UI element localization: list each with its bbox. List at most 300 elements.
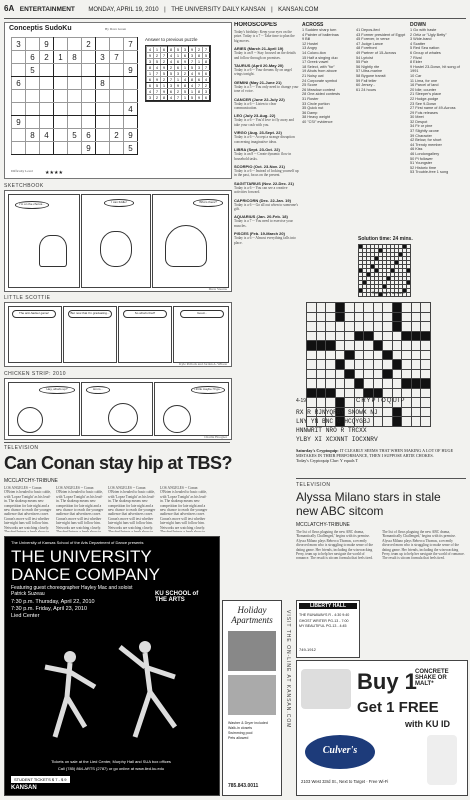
sudoku-cell[interactable]: [96, 142, 110, 155]
sudoku-cell[interactable]: [40, 103, 54, 116]
sudoku-cell[interactable]: 8: [26, 129, 40, 142]
crossword-cell[interactable]: [411, 341, 421, 351]
crossword-cell[interactable]: [392, 360, 402, 370]
sudoku-cell[interactable]: [26, 116, 40, 129]
sketchbook-label: SKETCHBOOK: [4, 183, 44, 189]
sudoku-cell[interactable]: [54, 38, 68, 51]
across-clue: 60 Jersey -: [356, 83, 375, 88]
answer-cell: 9: [161, 65, 168, 71]
conan-body-col3: LOS ANGELES -- Conan O'Brien is headed to basic cable, with 'Lopez Tonight' as his lead-in. The shakeup means new competition for late night and a new chance to reach the younger audience that advertisers crave. Conan's move will test whether late-night fans will follow him. Networks are watching closely.: [108, 486, 156, 530]
answer-cell: 4: [147, 89, 154, 95]
scottie-panel-4: [173, 306, 229, 363]
sudoku-cell[interactable]: [110, 38, 124, 51]
down-clue: 8 Elder: [410, 60, 423, 65]
sudoku-cell[interactable]: 9: [40, 38, 54, 51]
crossword-cell[interactable]: [354, 360, 364, 370]
crossword-cell[interactable]: [411, 388, 421, 398]
crossword-cell[interactable]: [316, 379, 326, 389]
crossword-cell[interactable]: [364, 388, 374, 398]
down-clue: 10 Car: [410, 73, 422, 78]
sudoku-cell[interactable]: [110, 103, 124, 116]
across-clue: 12 Hostel: [302, 41, 319, 46]
crossword-cell[interactable]: [345, 379, 355, 389]
crossword-cell[interactable]: [402, 322, 412, 332]
crossword-cell[interactable]: [402, 388, 412, 398]
sudoku-cell[interactable]: [54, 129, 68, 142]
crossword-cell[interactable]: [345, 303, 355, 313]
crossword-cell[interactable]: [307, 388, 317, 398]
crossword-cell[interactable]: [402, 312, 412, 322]
sudoku-cell[interactable]: 7: [110, 51, 124, 64]
answer-cell: 7: [168, 77, 175, 83]
crossword-cell[interactable]: [307, 303, 317, 313]
sudoku-cell[interactable]: [82, 64, 96, 77]
crossword-cell[interactable]: [364, 360, 374, 370]
crossword-cell[interactable]: [402, 360, 412, 370]
crossword-cell[interactable]: [392, 341, 402, 351]
rule: [4, 442, 230, 443]
cryptoquip-date: 4-19: [296, 398, 307, 404]
crossword-cell[interactable]: [345, 369, 355, 379]
crossword-cell[interactable]: [411, 360, 421, 370]
answer-cell: 9: [175, 83, 182, 89]
crossword-cell[interactable]: [316, 360, 326, 370]
crossword-cell[interactable]: [373, 312, 383, 322]
crossword-cell[interactable]: [316, 322, 326, 332]
horoscope-text: Today is a 5 -- You only need to change your tone of voice.: [234, 84, 299, 94]
across-clue: 61 24 hours: [356, 87, 377, 92]
chicken-panel-3: [154, 382, 229, 436]
sudoku-cell[interactable]: 3: [96, 51, 110, 64]
sudoku-cell[interactable]: [12, 51, 26, 64]
sudoku-cell[interactable]: 9: [12, 116, 26, 129]
crossword-cell[interactable]: [326, 341, 336, 351]
cryptoquip-clue: Today's Cryptoquip Clue: Y equals T: [296, 458, 359, 463]
dance-ad-student: STUDENT TICKETS $ 7 - $ 9: [11, 776, 70, 783]
across-clue: 36 Damp: [302, 110, 318, 115]
sudoku-cell[interactable]: 8: [96, 77, 110, 90]
sudoku-cell[interactable]: [96, 38, 110, 51]
crossword-cell[interactable]: [364, 350, 374, 360]
sudoku-cell[interactable]: [26, 77, 40, 90]
crossword-cell[interactable]: [335, 322, 345, 332]
crossword-cell[interactable]: [373, 388, 383, 398]
crossword-cell[interactable]: [421, 341, 431, 351]
across-clue: 9 Bill: [302, 37, 311, 42]
sudoku-cell[interactable]: 5: [124, 142, 138, 155]
crossword-cell[interactable]: [411, 322, 421, 332]
crossword-cell[interactable]: [421, 388, 431, 398]
dance-ad-title2: DANCE COMPANY: [11, 565, 160, 584]
crossword-cell[interactable]: [392, 331, 402, 341]
sudoku-cell[interactable]: 5: [68, 129, 82, 142]
crossword-cell[interactable]: [326, 303, 336, 313]
across-clue: 43 Former president of Egypt: [356, 32, 406, 37]
answer-cell: 9: [196, 71, 203, 77]
crossword-cell[interactable]: [402, 369, 412, 379]
crossword-cell[interactable]: [383, 341, 393, 351]
down-clue: 53 Trouble-free 1 song: [410, 170, 449, 175]
crossword-cell[interactable]: [373, 360, 383, 370]
crossword-cell[interactable]: [364, 331, 374, 341]
sudoku-cell[interactable]: [82, 103, 96, 116]
sudoku-cell[interactable]: [54, 116, 68, 129]
crossword-cell[interactable]: [354, 331, 364, 341]
down-clue: 39 Character: [410, 133, 432, 138]
sudoku-cell[interactable]: 6: [82, 129, 96, 142]
answer-cell: 6: [196, 77, 203, 83]
crossword-cell[interactable]: [307, 331, 317, 341]
solution-time: Solution time: 24 mins.: [358, 236, 413, 242]
sudoku-cell[interactable]: 2: [40, 51, 54, 64]
crossword-cell[interactable]: [307, 369, 317, 379]
crossword-cell[interactable]: [307, 379, 317, 389]
answer-cell: 4: [189, 71, 196, 77]
crossword-cell[interactable]: [411, 369, 421, 379]
crossword-cell[interactable]: [326, 331, 336, 341]
sudoku-cell[interactable]: 1: [54, 51, 68, 64]
crossword-cell[interactable]: [354, 388, 364, 398]
crossword-cell[interactable]: [326, 350, 336, 360]
crossword-cell[interactable]: [421, 303, 431, 313]
sudoku-cell[interactable]: [68, 103, 82, 116]
sudoku-cell[interactable]: 8: [68, 51, 82, 64]
crossword-cell[interactable]: [364, 303, 374, 313]
sketch-panel-3: [152, 194, 229, 288]
crossword-cell[interactable]: [373, 379, 383, 389]
conan-byline: MCCLATCHY-TRIBUNE: [4, 478, 58, 484]
across-clue: 45 Forever, in verse: [356, 37, 390, 42]
horoscope-title: HOROSCOPES: [234, 22, 278, 28]
horoscope-intro: Today's birthday: Keep your eyes on the prize. Today is a 7 -- Take time to plan the big moves.: [234, 30, 295, 43]
down-clue: 7 Rival: [410, 55, 422, 60]
crossword-cell[interactable]: [335, 341, 345, 351]
answer-cell: 5: [203, 53, 210, 59]
holiday-apartments-ad[interactable]: [222, 600, 282, 796]
crossword-cell[interactable]: [316, 303, 326, 313]
crossword-cell[interactable]: [326, 312, 336, 322]
sudoku-cell[interactable]: [26, 142, 40, 155]
crossword-cell[interactable]: [383, 331, 393, 341]
answer-cell: 1: [175, 53, 182, 59]
crossword-cell[interactable]: [402, 350, 412, 360]
culvers-address: 2103 West 33rd St., Next to Target · Free Wi-Fi: [301, 779, 389, 784]
crossword-cell[interactable]: [421, 379, 431, 389]
answer-cell: 9: [182, 59, 189, 65]
sudoku-cell[interactable]: [54, 77, 68, 90]
answer-cell: 4: [189, 83, 196, 89]
horoscope-text: Today is a 6 -- Accept a strange disruption concerning imaginative ideas.: [234, 135, 295, 144]
horoscope-sign: ARIES (March 21-April 19): [234, 46, 284, 52]
crossword-cell[interactable]: [421, 350, 431, 360]
crossword-cell[interactable]: [354, 322, 364, 332]
crossword-cell[interactable]: [383, 360, 393, 370]
across-clue: 1 Sudden sharp turn: [302, 28, 337, 32]
liberty-hall-ad[interactable]: [296, 600, 360, 658]
crossword-cell[interactable]: [383, 369, 393, 379]
sudoku-cell[interactable]: [26, 38, 40, 51]
crossword-cell[interactable]: [411, 312, 421, 322]
crossword-cell[interactable]: [402, 303, 412, 313]
crossword-cell[interactable]: [335, 379, 345, 389]
sudoku-cell[interactable]: [54, 90, 68, 103]
sudoku-cell[interactable]: 6: [12, 77, 26, 90]
sudoku-cell[interactable]: [68, 77, 82, 90]
sudoku-cell[interactable]: [96, 129, 110, 142]
crossword-cell[interactable]: [402, 331, 412, 341]
crossword-cell[interactable]: [392, 388, 402, 398]
crossword-cell[interactable]: [383, 379, 393, 389]
sudoku-cell[interactable]: [124, 90, 138, 103]
crossword-cell[interactable]: [392, 303, 402, 313]
crossword-cell[interactable]: [335, 350, 345, 360]
across-clue: 55 Pair: [356, 60, 369, 65]
crossword-cell[interactable]: [335, 360, 345, 370]
sudoku-cell[interactable]: [54, 142, 68, 155]
sudoku-cell[interactable]: [40, 116, 54, 129]
crossword-cell[interactable]: [364, 379, 374, 389]
horoscope-sign: VIRGO (Aug. 23-Sept. 22): [234, 130, 282, 136]
crossword-cell[interactable]: [364, 322, 374, 332]
crossword-cell[interactable]: [364, 341, 374, 351]
crossword-cell[interactable]: [345, 388, 355, 398]
sudoku-cell[interactable]: [124, 116, 138, 129]
crossword-cell[interactable]: [326, 388, 336, 398]
answer-cell: 9: [154, 77, 161, 83]
crossword-cell[interactable]: [335, 303, 345, 313]
crossword-cell[interactable]: [326, 360, 336, 370]
sudoku-cell[interactable]: [96, 116, 110, 129]
crossword-cell[interactable]: [373, 369, 383, 379]
sudoku-cell[interactable]: [26, 103, 40, 116]
crossword-cell[interactable]: [383, 303, 393, 313]
sudoku-cell[interactable]: [110, 77, 124, 90]
crossword-cell[interactable]: [373, 341, 383, 351]
sudoku-cell[interactable]: [40, 64, 54, 77]
answer-cell: 9: [189, 47, 196, 53]
crossword-cell[interactable]: [354, 379, 364, 389]
crossword-cell[interactable]: [354, 303, 364, 313]
sudoku-cell[interactable]: [54, 64, 68, 77]
crossword-cell[interactable]: [421, 369, 431, 379]
crossword-cell[interactable]: [392, 379, 402, 389]
answer-cell: 1: [196, 59, 203, 65]
crossword-cell[interactable]: [345, 331, 355, 341]
milano-headline: Alyssa Milano stars in stale new ABC sitcom: [296, 490, 441, 518]
sudoku-cell[interactable]: [12, 142, 26, 155]
sudoku-cell[interactable]: [12, 64, 26, 77]
crossword-cell[interactable]: [383, 388, 393, 398]
crossword-cell[interactable]: [345, 360, 355, 370]
sudoku-cell[interactable]: [96, 64, 110, 77]
answer-cell: 5: [154, 83, 161, 89]
sudoku-cell[interactable]: [110, 64, 124, 77]
across-title: ACROSS: [302, 22, 324, 28]
crossword-cell[interactable]: [326, 379, 336, 389]
apartment-photo: [228, 631, 276, 671]
dance-ad[interactable]: [4, 536, 220, 796]
sudoku-cell[interactable]: 5: [26, 64, 40, 77]
sudoku-cell[interactable]: [40, 77, 54, 90]
crossword-cell[interactable]: [345, 322, 355, 332]
sudoku-cell[interactable]: [68, 142, 82, 155]
crossword-cell[interactable]: [383, 312, 393, 322]
conan-body-col1: LOS ANGELES -- Conan O'Brien is headed to basic cable, with 'Lopez Tonight' as his lead-in. The shakeup means new competition for late night and a new chance to reach the younger audience that advertisers crave. Conan's move will test whether late-night fans will follow him. Networks are watching closely.: [4, 486, 52, 530]
crossword-cell[interactable]: [307, 341, 317, 351]
answer-cell: 9: [147, 53, 154, 59]
crossword-cell[interactable]: [316, 388, 326, 398]
crossword-cell[interactable]: [421, 312, 431, 322]
across-clue: 14 Coloro-tion: [302, 50, 326, 55]
crossword-cell[interactable]: [402, 341, 412, 351]
crossword-cell[interactable]: [411, 303, 421, 313]
crossword-cell[interactable]: [354, 341, 364, 351]
crossword-cell[interactable]: [345, 350, 355, 360]
crossword-cell[interactable]: [345, 341, 355, 351]
crossword-cell[interactable]: [364, 369, 374, 379]
sudoku-cell[interactable]: [12, 103, 26, 116]
horoscope-sign: LEO (July 23-Aug. 22): [234, 113, 276, 119]
crossword-cell[interactable]: [335, 331, 345, 341]
sudoku-cell[interactable]: [110, 142, 124, 155]
sketch-bubble-1: I'm on the chorus...: [15, 201, 49, 209]
crossword-cell[interactable]: [421, 360, 431, 370]
crossword-cell[interactable]: [345, 312, 355, 322]
crossword-cell[interactable]: [307, 350, 317, 360]
crossword-cell[interactable]: [373, 322, 383, 332]
crossword-cell[interactable]: [373, 331, 383, 341]
sudoku-cell[interactable]: [68, 38, 82, 51]
crossword-cell[interactable]: [392, 350, 402, 360]
crossword-cell[interactable]: [392, 369, 402, 379]
crossword-cell[interactable]: [373, 303, 383, 313]
crossword-cell[interactable]: [392, 312, 402, 322]
answer-cell: 4: [182, 77, 189, 83]
site-link[interactable]: KANSAN.COM: [278, 7, 319, 13]
crossword-cell[interactable]: [411, 379, 421, 389]
crossword-cell[interactable]: [316, 350, 326, 360]
sudoku-cell[interactable]: 9: [124, 129, 138, 142]
culvers-ad[interactable]: [296, 660, 468, 796]
sudoku-cell[interactable]: [68, 90, 82, 103]
sketch-credit: Drew Stearns: [208, 287, 227, 291]
crossword-cell[interactable]: [316, 312, 326, 322]
crossword-cell[interactable]: [326, 322, 336, 332]
crossword-cell[interactable]: [383, 350, 393, 360]
sudoku-cell[interactable]: 7: [124, 38, 138, 51]
crossword-cell[interactable]: [411, 331, 421, 341]
across-clue: 15 Half a singing duo: [302, 55, 338, 60]
sudoku-cell[interactable]: [54, 103, 68, 116]
crossword-cell[interactable]: [316, 341, 326, 351]
crossword-cell[interactable]: [383, 322, 393, 332]
sudoku-cell[interactable]: 4: [124, 103, 138, 116]
cryptoquip-answer: Saturday's Cryptoquip: IT CLEARLY SEEMS THAT WHEN MAKING A LOT OF HUGE MISTAKES IN THEIR PERFORMANCE, THEN I SUPPOSE ARTIE CHOKES. Today's Cryptoquip Clue: Y equals T: [296, 448, 466, 463]
crossword-cell[interactable]: [402, 379, 412, 389]
crossword-cell[interactable]: [354, 350, 364, 360]
sudoku-cell[interactable]: [40, 90, 54, 103]
crossword-cell[interactable]: [354, 369, 364, 379]
sudoku-cell[interactable]: 2: [110, 129, 124, 142]
sudoku-cell[interactable]: 3: [12, 38, 26, 51]
sudoku-cell[interactable]: 9: [82, 142, 96, 155]
sudoku-cell[interactable]: [124, 51, 138, 64]
sudoku-cell[interactable]: [96, 90, 110, 103]
crossword-cell[interactable]: [316, 369, 326, 379]
crossword-cell[interactable]: [307, 360, 317, 370]
crossword-cell[interactable]: [335, 312, 345, 322]
sudoku-cell[interactable]: [12, 129, 26, 142]
down-clue: 11 Lima, for one: [410, 78, 438, 83]
crossword-cell[interactable]: [316, 331, 326, 341]
sudoku-cell[interactable]: [124, 77, 138, 90]
answer-cell: 5: [182, 89, 189, 95]
sudoku-cell[interactable]: 9: [124, 64, 138, 77]
crossword-cell[interactable]: [354, 312, 364, 322]
sudoku-cell[interactable]: 2: [82, 38, 96, 51]
crossword-cell[interactable]: [421, 331, 431, 341]
culvers-with-id: with KU ID: [405, 719, 450, 729]
scottie-bubble-4: Good...: [180, 310, 224, 318]
prev-answer-label: Saturday's answer: [372, 290, 405, 295]
down-clue: 5 Red Sea nation: [410, 46, 440, 51]
sudoku-cell[interactable]: [82, 90, 96, 103]
answer-cell: 5: [189, 65, 196, 71]
sudoku-cell[interactable]: 6: [26, 51, 40, 64]
sudoku-cell[interactable]: [82, 51, 96, 64]
answer-cell: 4: [168, 53, 175, 59]
answer-cell: 6: [161, 47, 168, 53]
sudoku-cell[interactable]: 4: [40, 129, 54, 142]
milano-body-col1: The list of flaws plaguing the new ABC drama, 'Romantically Challenged,' begins with its premise. Alyssa Milano plays Rebecca Thomas, a recently divorced mom who is struggling to make sense of the dating game. Her friends, including the wisecracking Perry, team up to help her navigate the world of romance. The result is sitcom formula that feels tired.: [296, 530, 373, 561]
sudoku-cell[interactable]: [68, 116, 82, 129]
answer-cell: 5: [161, 71, 168, 77]
sudoku-cell[interactable]: [26, 90, 40, 103]
answer-cell: 7: [154, 71, 161, 77]
sudoku-cell[interactable]: [82, 77, 96, 90]
answer-cell: 7: [203, 47, 210, 53]
sudoku-cell[interactable]: [68, 64, 82, 77]
crossword-cell[interactable]: [407, 293, 411, 297]
sudoku-cell[interactable]: [110, 116, 124, 129]
sudoku-cell[interactable]: [40, 142, 54, 155]
conan-body-col4: LOS ANGELES -- Conan O'Brien is headed to basic cable, with 'Lopez Tonight' as his lead-in. The shakeup means new competition for late night and a new chance to reach the younger audience that advertisers crave. Conan's move will test whether late-night fans will follow him. Networks are watching closely.: [160, 486, 208, 530]
sudoku-cell[interactable]: [82, 116, 96, 129]
crossword-cell[interactable]: [335, 369, 345, 379]
horoscope-sign: GEMINI (May 21-June 21): [234, 79, 282, 85]
crossword-cell[interactable]: [307, 322, 317, 332]
liberty-phone: 749-1912: [299, 647, 316, 652]
across-clue: 57 Ultra-marine: [356, 69, 383, 74]
crossword-cell[interactable]: [364, 312, 374, 322]
dancers-image: [25, 627, 205, 757]
crossword-cell[interactable]: [421, 322, 431, 332]
across-clue: 31 Roster: [302, 96, 319, 101]
crossword-cell[interactable]: [392, 322, 402, 332]
crossword-cell[interactable]: [307, 312, 317, 322]
sudoku-cell[interactable]: [12, 90, 26, 103]
crossword-cell[interactable]: [335, 388, 345, 398]
crossword-cell[interactable]: [326, 369, 336, 379]
sudoku-cell[interactable]: [96, 103, 110, 116]
crossword-cell[interactable]: [411, 350, 421, 360]
down-clue: 52 Historic time: [410, 165, 437, 170]
sudoku-cell[interactable]: [110, 90, 124, 103]
chicken-figure: [17, 407, 43, 433]
crossword-cell[interactable]: [373, 350, 383, 360]
scottie-panel-1: [8, 306, 62, 363]
answer-cell: 3: [175, 71, 182, 77]
